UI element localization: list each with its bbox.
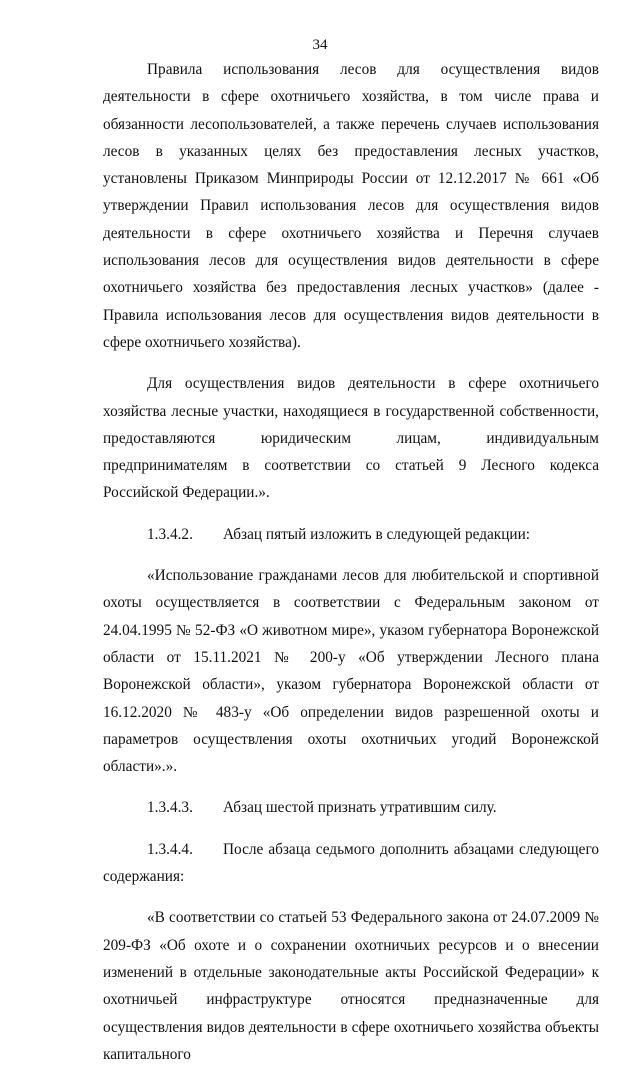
paragraph-5-text: Абзац шестой признать утратившим силу. [223, 799, 497, 817]
paragraph-1 [103, 56, 599, 356]
paragraph-7 [103, 904, 599, 1068]
paragraph-3-text: Абзац пятый изложить в следующей редакции: [223, 525, 531, 543]
paragraph-7-text: «В соответствии со статьей 53 Федерального закона от 24.07.2009 № 209-ФЗ «Об охоте и о сохранении охотничьих ресурсов и о внесении изменений в отдельные законодательные акты Российской Федерации» к охотничьей инфраструктуре относятся предназначенные для осуществления видов деятельности в сфере охотничьего хозяйства объекты капитального [103, 909, 599, 1063]
document-body [103, 56, 599, 1068]
paragraph-1-text: Правила использования лесов для осуществления видов деятельности в сфере охотничьего хозяйства, в том числе права и обязанности лесопользователей, а также перечень случаев использования лесов в указанных целях без предоставления лесных участков, установлены Приказом Минприроды России от 12.12.2017 № 661 «Об утверждении Правил использования лесов для осуществления видов деятельности в сфере охотничьего хозяйства и Перечня случаев использования лесов для осуществления видов деятельности в сфере охотничьего хозяйства без предоставления лесных участков» (далее - Правила использования лесов для осуществления видов деятельности в сфере охотничьего хозяйства). [103, 61, 599, 351]
paragraph-4-text: «Использование гражданами лесов для любительской и спортивной охоты осуществляется в соответствии с Федеральным законом от 24.04.1995 № 52-ФЗ «О животном мире», указом губернатора Воронежской области от 15.11.2021 № 200-у «Об утверждении Лесного плана Воронежской области», указом губернатора Воронежской области от 16.12.2020 № 483-у «Об определении видов разрешенной охоты и параметров осуществления охоты охотничьих угодий Воронежской области».». [103, 567, 599, 776]
paragraph-2 [103, 370, 599, 506]
clause-number-1-3-4-3: 1.3.4.3. [147, 799, 193, 817]
paragraph-2-text: Для осуществления видов деятельности в сфере охотничьего хозяйства лесные участки, находящиеся в государственной собственности, предоставляются юридическим лицам, индивидуальным предпринимателям в соответствии со статьей 9 Лесного кодекса Российской Федерации.». [103, 375, 599, 502]
paragraph-3 [103, 521, 599, 548]
clause-number-1-3-4-2: 1.3.4.2. [147, 525, 193, 543]
paragraph-4 [103, 562, 599, 780]
clause-number-1-3-4-4: 1.3.4.4. [147, 840, 193, 858]
page-number: 34 [312, 37, 328, 53]
paragraph-5 [103, 794, 599, 821]
paragraph-6-text: После абзаца седьмого дополнить абзацами следующего содержания: [103, 840, 599, 886]
paragraph-6 [103, 836, 599, 891]
